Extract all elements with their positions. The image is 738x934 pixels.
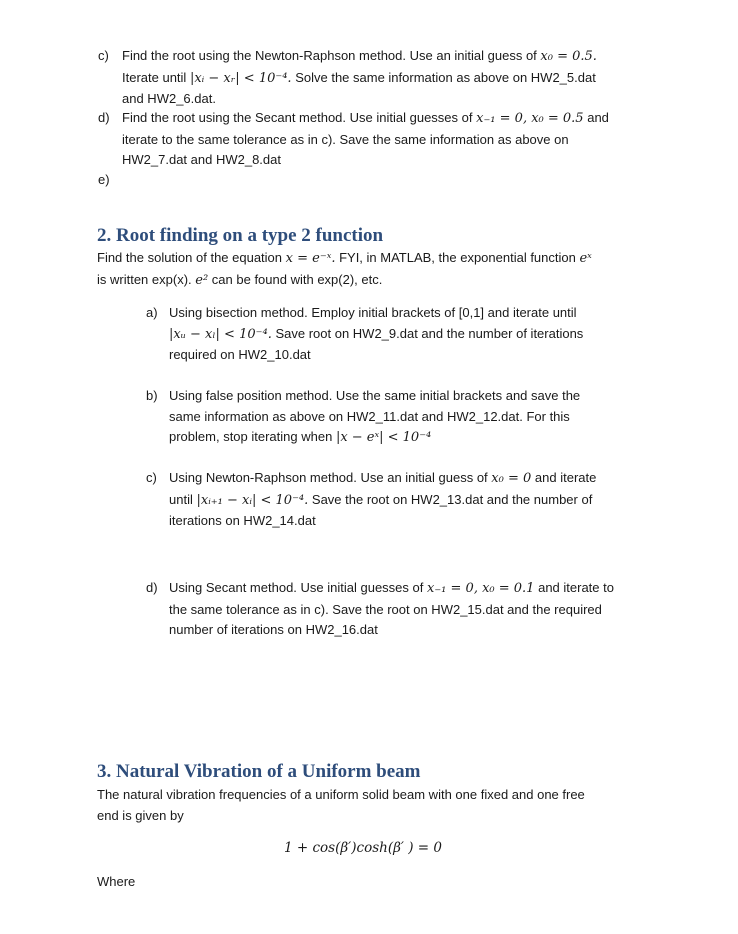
item-c-line1-text: Find the root using the Newton-Raphson method. Use an initial guess of	[122, 48, 537, 63]
item-c-label: c)	[98, 48, 109, 63]
item-2b-line3-math: |x − eˣ| < 10⁻⁴	[335, 430, 432, 445]
item-c-line3: and HW2_6.dat.	[122, 91, 216, 106]
item-2b-line1: Using false position method. Use the same initial brackets and save the	[169, 388, 581, 403]
item-2d-label: d)	[146, 580, 158, 595]
section3-intro	[97, 785, 717, 826]
item-2b-text	[169, 386, 709, 449]
item-2c-line1-math: x₀ = 0	[491, 471, 532, 486]
item-2a-line2-math: |xᵤ − xₗ| < 10⁻⁴.	[169, 326, 272, 342]
item-2d-line1-text-b: and iterate to	[538, 580, 614, 595]
section3-intro-line1: The natural vibration frequencies of a uniform solid beam with one fixed and one free	[97, 787, 585, 802]
section2-intro-line2-text: is written exp(x).	[97, 271, 192, 287]
item-2c-line2-text-b: Save the root on HW2_13.dat and the number of	[311, 491, 593, 507]
item-2c-line2-math: |xᵢ₊₁ − xᵢ| < 10⁻⁴.	[196, 492, 309, 508]
item-2c-text	[169, 468, 709, 532]
item-2d-line1-text: Using Secant method. Use initial guesses of	[169, 580, 424, 595]
item-2a-label: a)	[146, 305, 158, 320]
item-2a-text	[169, 303, 709, 366]
where-label: Where	[97, 874, 136, 889]
section2-intro	[97, 248, 717, 291]
section2-intro-line2-text-b: can be found with exp(2), etc.	[211, 271, 383, 287]
section3-heading: 3. Natural Vibration of a Uniform beam	[97, 761, 421, 782]
item-2b-line3-text: problem, stop iterating when	[169, 429, 333, 444]
item-d-text	[122, 108, 722, 171]
item-2c-line1-text-b: and iterate	[534, 470, 597, 485]
section2-intro-text: Find the solution of the equation	[97, 250, 283, 265]
section2-intro-math: x = e⁻ˣ.	[285, 251, 336, 266]
item-2d-text	[169, 578, 709, 641]
item-e-label: e)	[98, 172, 110, 187]
item-2c-label: c)	[146, 470, 157, 485]
item-2d-line1-math: x₋₁ = 0, x₀ = 0.1	[426, 581, 535, 596]
item-d-line1-math: x₋₁ = 0, x₀ = 0.5	[476, 111, 584, 126]
section2-intro-text-b: FYI, in MATLAB, the exponential function	[339, 250, 576, 265]
item-d-line3: HW2_7.dat and HW2_8.dat	[122, 152, 281, 167]
item-2a-line3: required on HW2_10.dat	[169, 347, 311, 362]
item-2b-label: b)	[146, 388, 158, 403]
item-2d-line2: the same tolerance as in c). Save the root on HW2_15.dat and the required	[169, 601, 602, 617]
item-2c-line3: iterations on HW2_14.dat	[169, 513, 316, 528]
item-d-label: d)	[98, 110, 110, 125]
item-2d-line3: number of iterations on HW2_16.dat	[169, 622, 378, 637]
item-c-line2-text: Iterate until	[122, 69, 187, 85]
item-c-line2-text-b: Solve the same information as above on HW2_5.dat	[295, 69, 596, 85]
item-2c-line1-text: Using Newton-Raphson method. Use an initial guess of	[169, 470, 488, 485]
section2-intro-line2-math: e²	[195, 272, 209, 288]
item-2c-line2-text: until	[169, 491, 193, 507]
item-d-line1-text: Find the root using the Secant method. Use initial guesses of	[122, 110, 473, 125]
section2-heading: 2. Root finding on a type 2 function	[97, 225, 384, 246]
item-c-line1-math: x₀ = 0.5.	[540, 49, 597, 64]
item-2a-line1: Using bisection method. Employ initial brackets of [0,1] and iterate until	[169, 305, 577, 320]
section3-intro-line2: end is given by	[97, 807, 184, 823]
item-d-line2: iterate to the same tolerance as in c). Save the same information as above on	[122, 131, 569, 147]
beam-equation: 1 + cos(β′)cosh(β′ ) = 0	[284, 840, 442, 856]
item-c-text	[122, 46, 722, 110]
item-d-line1-text-b: and	[587, 110, 609, 125]
item-2b-line2: same information as above on HW2_11.dat and HW2_12.dat. For this	[169, 408, 570, 424]
item-c-line2-math: |xᵢ − xᵣ| < 10⁻⁴.	[189, 70, 292, 86]
item-2a-line2-text: Save root on HW2_9.dat and the number of iterations	[275, 325, 584, 341]
section2-intro-math-b: eˣ	[579, 251, 592, 266]
